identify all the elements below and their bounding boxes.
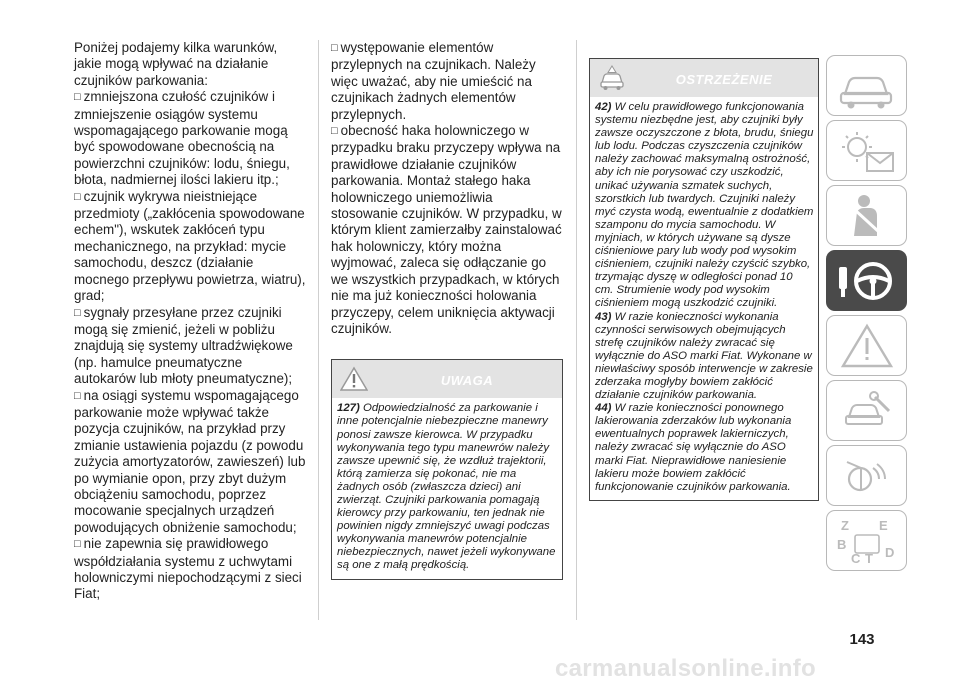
chapter-tabs bbox=[826, 55, 907, 575]
index-letter: C bbox=[851, 551, 861, 566]
list-item: □ na osiągi systemu wspomagającego parkowanie może wpływać także pozycja czujników, na przykład przy zmianie ustawienia pojazdu (z powodu zużycia amortyzatorów, zawieszeń) lub po wymianie opon, przy zbyt dużym obciążeniu samochodu, poprzez mocowanie specjalnych urządzeń powodujących obniżenie samochodu; bbox=[74, 388, 306, 537]
alphabetical-index-icon bbox=[827, 511, 908, 572]
index-letter: T bbox=[865, 551, 873, 566]
note-text: Odpowiedzialność za parkowanie i inne potencjalnie niebezpieczne manewry ponosi zawsze kierowca. W przypadku wykonywania tego typu manewrów należy zawsze upewnić się, że wzdłuż trajektorii, którą zamierza się pokonać, nie ma żadnych osób (zwłaszcza dzieci) ani zwierząt. Czujniki parkowania pomagają kierowcy przy parkowaniu, ten jednak nie powinien nigdy zmniejszyć uwagi podczas wykonywania manewrów potencjalnie niebezpiecznych, nawet jeżeli wykonywane są one z małą prędkością. bbox=[337, 402, 556, 572]
tab-tools-car[interactable] bbox=[826, 380, 907, 441]
list-item: □ zmniejszona czułość czujników i zmniejszenie osiągów systemu wspomagającego parkowanie mogą być spowodowane obecnością na powierzchni czujników: lodu, śniegu, błota, nadmiernej ilości lakieru itp.; bbox=[74, 89, 306, 188]
list-item: □ sygnały przesyłane przez czujniki mogą się zmienić, jeżeli w pobliżu znajdują się systemy ultradźwiękowe (np. hamulce pneumatyczne autokarów lub młoty pneumatyczne); bbox=[74, 305, 306, 388]
tab-car-overview[interactable] bbox=[826, 55, 907, 116]
note-text: W razie konieczności wykonania czynności serwisowych obejmujących strefę czujników należy zwracać się wyłącznie do ASO marki Fiat. Wykonane w niewłaściwy sposób interwencje w zakresie zderzaka mogłyby bowiem zakłócić działanie czujników parkowania. bbox=[595, 310, 813, 402]
tab-multimedia[interactable] bbox=[826, 445, 907, 506]
note-text: W celu prawidłowego funkcjonowania systemu niezbędne jest, aby czujniki były zawsze oczyszczone z błota, brudu, śniegu lub lodu. Podczas czyszczenia czujników należy zachować maksymalną ostrożność, aby ich nie porysować czy uszkodzić, unikać używania szmatek suchych, szorstkich lub twardych. Czujniki należy myć czysta wodą, ewentualnie z dodatkiem szamponu do mycia samochodu. W myjniach, w których używane są dysze ciśnieniowe pary lub wody pod wysokim ciśnieniem, czujniki należy czyścić szybko, trzymając dyszę w odległości ponad 10 cm. Strumienie wody pod wysokim ciśnieniem mogą uszkodzić czujniki. bbox=[595, 101, 814, 310]
dashboard-lights-icon bbox=[827, 121, 908, 182]
note-number: 42) bbox=[595, 101, 612, 113]
uwaga-box bbox=[331, 359, 563, 579]
note-number: 44) bbox=[595, 402, 612, 415]
uwaga-title: UWAGA bbox=[440, 373, 494, 389]
page-number: 143 bbox=[849, 631, 875, 648]
note-text: W razie konieczności ponownego lakierowania zderzaków lub wykonania ewentualnych poprawek lakierniczych, należy zwracać się wyłącznie do ASO marki Fiat. Nieprawidłowe naniesienie lakieru może bowiem zakłócić funkcjonowanie czujników parkowania. bbox=[595, 402, 792, 493]
tab-alphabetical-index[interactable] bbox=[826, 510, 907, 571]
tab-seatbelt-safety[interactable] bbox=[826, 185, 907, 246]
seatbelt-safety-icon bbox=[827, 186, 908, 247]
tab-dashboard-lights[interactable] bbox=[826, 120, 907, 181]
multimedia-icon bbox=[827, 446, 908, 507]
column-right bbox=[589, 58, 819, 501]
column-divider bbox=[576, 40, 577, 620]
index-letter: D bbox=[885, 545, 895, 560]
warning-item bbox=[595, 101, 814, 311]
steering-wheel-key-icon bbox=[827, 251, 908, 312]
column-left bbox=[74, 40, 306, 603]
ostrzezenie-box bbox=[589, 58, 819, 501]
warning-icon bbox=[340, 366, 368, 392]
index-letter: Z bbox=[841, 518, 849, 533]
list-item: □ występowanie elementów przylepnych na czujnikach. Należy więc uważać, aby nie umieścić na czujnikach żadnych elementów przylepnych. bbox=[331, 40, 563, 123]
warning-triangle-icon bbox=[827, 316, 908, 377]
note-number: 43) bbox=[595, 310, 612, 323]
column-middle bbox=[331, 40, 563, 580]
tab-warning[interactable] bbox=[826, 315, 907, 376]
ostrzezenie-header bbox=[590, 59, 818, 97]
ostrzezenie-title: OSTRZEŻENIE bbox=[675, 72, 773, 87]
warning-item bbox=[595, 402, 814, 494]
watermark: carmanualsonline.info bbox=[555, 655, 817, 682]
uwaga-body bbox=[332, 398, 562, 578]
list-item: □ obecność haka holowniczego w przypadku braku przyczepy wpływa na prawidłowe działanie czujników parkowania. Montaż stałego haka holowniczego uniemożliwia stosowanie czujników. W przypadku, w którym klient zamierzałby zainstalować hak holowniczy, który można wyjmować, zaleca się odłączanie go we wszystkich przypadkach, w których nie ma już konieczności holowania przyczepy, celem uniknięcia aktywacji czujników. bbox=[331, 123, 563, 337]
ostrzezenie-body bbox=[590, 97, 818, 500]
intro-paragraph: Poniżej podajemy kilka warunków, jakie mogą wpływać na działanie czujników parkowania: bbox=[74, 40, 278, 88]
car-warning-icon bbox=[598, 65, 626, 91]
list-item: □ nie zapewnia się prawidłowego współdziałania systemu z uchwytami holowniczymi niepochodzącymi z sieci Fiat; bbox=[74, 536, 306, 603]
uwaga-header bbox=[332, 360, 562, 398]
tools-car-icon bbox=[827, 381, 908, 442]
tab-steering-wheel-key[interactable] bbox=[826, 250, 907, 311]
list-item: □ czujnik wykrywa nieistniejące przedmioty („zakłócenia spowodowane echem"), wskutek zakłóceń typu mechanicznego, na przykład: mycie samochodu, deszcz (działanie mocnego przepływu powietrza, wiatru), grad; bbox=[74, 189, 306, 305]
index-letter: B bbox=[837, 537, 847, 552]
warning-item bbox=[595, 311, 814, 403]
car-overview-icon bbox=[827, 56, 908, 117]
column-divider bbox=[318, 40, 319, 620]
note-number: 127) bbox=[337, 402, 360, 415]
index-letter: E bbox=[879, 518, 888, 533]
